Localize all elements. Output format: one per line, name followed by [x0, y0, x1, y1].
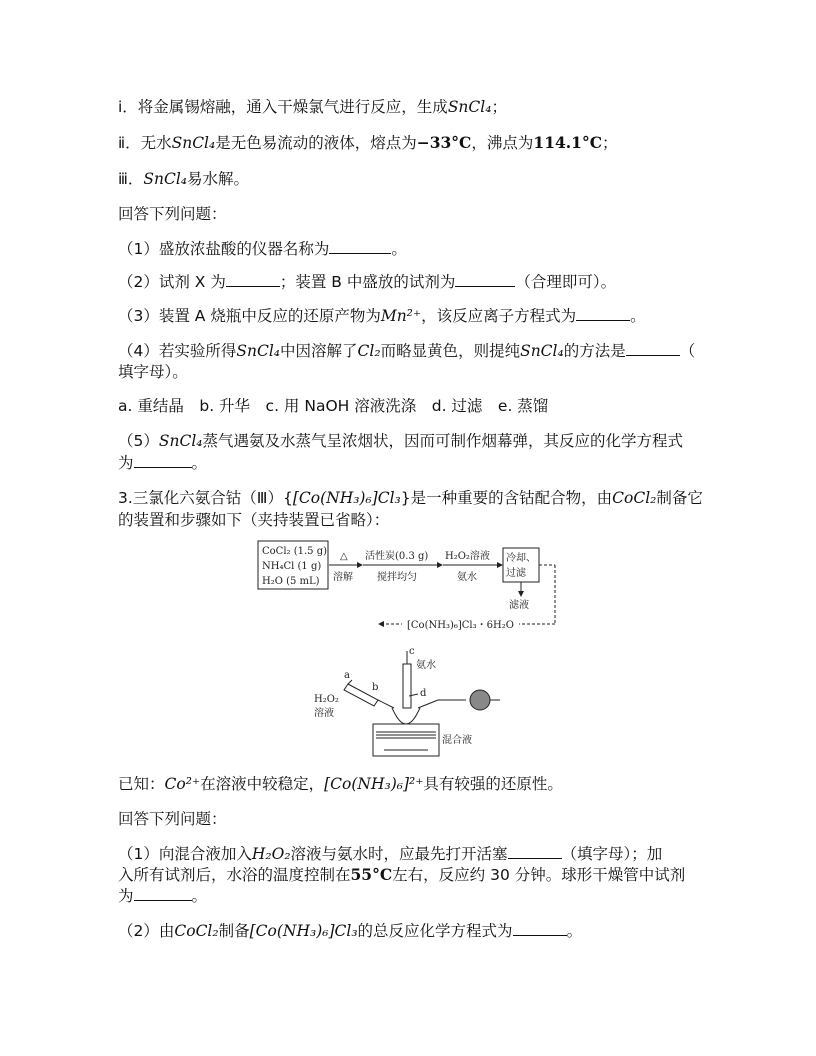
box1-line2: NH₄Cl (1 g)	[262, 561, 322, 572]
answer-blank[interactable]	[576, 306, 630, 321]
apparatus-diagram	[308, 648, 508, 758]
label-h2o2: H₂O₂	[314, 694, 339, 705]
question-4-options: a. 重结晶 b. 升华 c. 用 NaOH 溶液洗涤 d. 过滤 e. 蒸馏	[118, 397, 549, 415]
answer-blank[interactable]	[508, 844, 562, 859]
question-2: （2）试剂 X 为 ；装置 B 中盛放的试剂为 （合理即可）。	[118, 273, 617, 291]
answer-blank[interactable]	[134, 886, 192, 901]
label-ammonia: 氨水	[416, 660, 436, 671]
answer-blank[interactable]	[626, 341, 680, 356]
label-a: a	[344, 670, 350, 681]
answer-blank[interactable]	[513, 921, 567, 936]
label-solution: 溶液	[314, 708, 334, 719]
label-c: c	[409, 648, 415, 657]
label-b: b	[372, 682, 379, 693]
question-4-line1: （4）若实验所得SnCl₄中因溶解了Cl₂而略显黄色，则提纯SnCl₄的方法是 （	[118, 342, 696, 360]
box1-line3: H₂O (5 mL)	[262, 576, 320, 587]
product-label: [Co(NH₃)₆]Cl₃・6H₂O	[407, 620, 514, 630]
filtrate-label: 滤液	[509, 600, 529, 611]
question-3: （3）装置 A 烧瓶中反应的还原产物为Mn²⁺，该反应离子方程式为 。	[118, 307, 646, 325]
problem-3-line2: 的装置和步骤如下（夹持装置已省略）：	[118, 511, 390, 529]
box2-line2: 过滤	[506, 568, 526, 579]
procedure-flow-diagram	[257, 540, 567, 630]
prompt-answer-questions: 回答下列问题：	[118, 205, 227, 223]
text-line-i: ⅰ．将金属锡熔融，通入干燥氯气进行反应，生成SnCl₄；	[118, 98, 507, 116]
answer-blank[interactable]	[134, 453, 192, 468]
label-mixture: 混合液	[442, 735, 472, 746]
answer-blank[interactable]	[329, 239, 391, 254]
problem-3-q1-line2: 入所有试剂后，水浴的温度控制在55°C左右，反应约 30 分钟。球形干燥管中试剂	[118, 865, 686, 884]
problem-3-line1: 3.三氯化六氨合钴（Ⅲ）{[Co(NH₃)₆]Cl₃}是一种重要的含钴配合物，由CoCl₂制备它	[118, 489, 703, 507]
answer-blank[interactable]	[455, 272, 515, 287]
known-info: 已知：Co²⁺在溶液中较稳定，[Co(NH₃)₆]²⁺具有较强的还原性。	[118, 775, 563, 793]
question-5-line2: 为 。	[118, 454, 208, 472]
prompt-answer-questions-2: 回答下列问题：	[118, 810, 227, 828]
arrow3-top: H₂O₂溶液	[445, 551, 490, 562]
label-d: d	[420, 688, 427, 699]
arrow1-bottom: 溶解	[333, 572, 353, 583]
arrow2-bottom: 搅拌均匀	[377, 572, 417, 583]
problem-3-q2: （2）由CoCl₂制备[Co(NH₃)₆]Cl₃的总反应化学方程式为 。	[118, 922, 583, 940]
text-line-ii: ⅱ．无水SnCl₄是无色易流动的液体，熔点为−33°C，沸点为114.1°C；	[118, 133, 618, 152]
question-5-line1: （5）SnCl₄蒸气遇氨及水蒸气呈浓烟状，因而可制作烟幕弹，其反应的化学方程式	[118, 432, 684, 450]
problem-3-q1-line3: 为 。	[118, 887, 208, 905]
box2-line1: 冷却、	[506, 553, 536, 564]
box1-line1: CoCl₂ (1.5 g)	[262, 546, 327, 557]
arrow3-bottom: 氨水	[457, 572, 477, 583]
arrow2-top: 活性炭(0.3 g)	[365, 551, 429, 562]
problem-3-q1-line1: （1）向混合液加入H₂O₂溶液与氨水时，应最先打开活塞 （填字母）；加	[118, 845, 663, 863]
arrow1-top: △	[340, 551, 348, 562]
answer-blank[interactable]	[226, 272, 280, 287]
question-1: （1）盛放浓盐酸的仪器名称为 。	[118, 240, 407, 258]
question-4-line2: 填字母）。	[118, 363, 188, 381]
text-line-iii: ⅲ．SnCl₄易水解。	[118, 170, 250, 188]
